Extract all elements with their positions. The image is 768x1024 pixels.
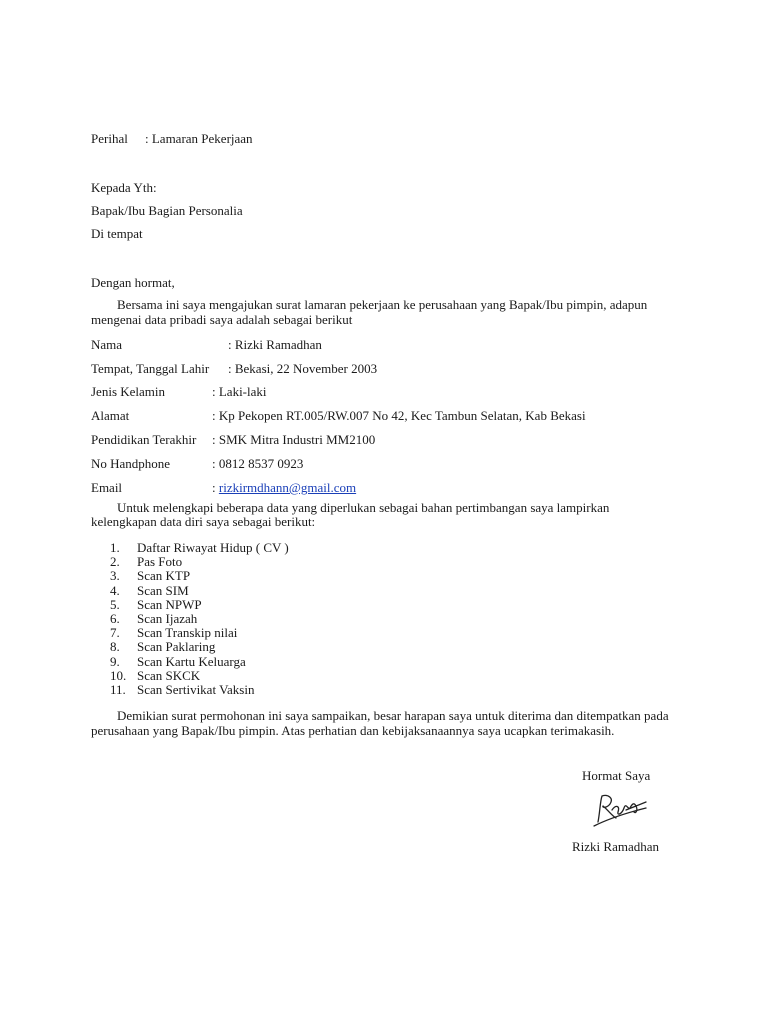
list-number: 8. xyxy=(110,639,120,655)
list-item xyxy=(110,612,289,626)
signature-image xyxy=(590,788,650,830)
field-value: : Rizki Ramadhan xyxy=(228,337,322,352)
list-text: Pas Foto xyxy=(137,554,183,570)
list-item xyxy=(110,555,289,569)
attachments-intro xyxy=(91,501,671,529)
field-label: Tempat, Tanggal Lahir xyxy=(91,361,210,376)
list-item xyxy=(110,683,289,697)
greeting: Dengan hormat, xyxy=(91,275,175,290)
list-number: 3. xyxy=(110,568,120,584)
list-item xyxy=(110,598,289,612)
list-text: Daftar Riwayat Hidup ( CV ) xyxy=(137,540,289,555)
list-item xyxy=(110,541,289,555)
subject-label: Perihal xyxy=(91,131,128,146)
field-value: : Bekasi, 22 November 2003 xyxy=(228,361,378,376)
closing-paragraph-text: Demikian surat permohonan ini saya sampaikan, besar harapan saya untuk diterima dan ditempatkan pada perusahaan yang Bapak/Ibu pimpin. Atas perhatian dan kebijaksanaannya saya ucapkan terimakasih. xyxy=(91,708,669,738)
field-label: Pendidikan Terakhir xyxy=(91,432,197,447)
field-label: Nama xyxy=(91,337,123,352)
recipient-line-2: Bapak/Ibu Bagian Personalia xyxy=(91,203,243,218)
field-value: : 0812 8537 0923 xyxy=(212,456,304,471)
list-text: Scan SIM xyxy=(137,582,189,598)
list-text: Scan Sertivikat Vaksin xyxy=(137,682,255,698)
list-number: 10. xyxy=(110,667,127,683)
list-number: 4. xyxy=(110,582,120,598)
list-text: Scan Paklaring xyxy=(137,639,216,655)
intro-text: Bersama ini saya mengajukan surat lamaran pekerjaan ke perusahaan yang Bapak/Ibu pimpin, adapun mengenai data pribadi saya adalah sebagai berikut xyxy=(91,297,648,327)
list-number: 5. xyxy=(110,596,120,612)
list-number: 11. xyxy=(110,682,126,698)
list-number: 9. xyxy=(110,653,120,669)
field-value: : Laki-laki xyxy=(212,384,267,399)
attachments-intro-text: Untuk melengkapi beberapa data yang diperlukan sebagai bahan pertimbangan saya lampirkan kelengkapan data diri saya sebagai berikut: xyxy=(91,500,610,529)
field-label: Jenis Kelamin xyxy=(91,384,166,399)
list-number: 1. xyxy=(110,540,120,555)
field-value: : SMK Mitra Industri MM2100 xyxy=(212,432,376,447)
list-item xyxy=(110,569,289,583)
field-label: No Handphone xyxy=(91,456,171,471)
list-item xyxy=(110,626,289,640)
list-number: 7. xyxy=(110,625,120,641)
intro-paragraph xyxy=(91,297,671,327)
closing-paragraph xyxy=(91,708,681,738)
list-item xyxy=(110,584,289,598)
recipient-line-1: Kepada Yth: xyxy=(91,180,157,195)
subject-value: : Lamaran Pekerjaan xyxy=(145,131,253,146)
closing-salutation: Hormat Saya xyxy=(582,768,651,783)
attachments-list xyxy=(110,541,289,697)
list-text: Scan Ijazah xyxy=(137,611,198,627)
recipient-line-3: Di tempat xyxy=(91,226,143,241)
list-item xyxy=(110,669,289,683)
list-text: Scan NPWP xyxy=(137,596,202,612)
subject-line xyxy=(91,131,253,147)
list-text: Scan SKCK xyxy=(137,667,201,683)
list-number: 6. xyxy=(110,611,120,627)
email-link[interactable]: rizkirmdhann@gmail.com xyxy=(218,480,357,495)
field-label: Email xyxy=(91,480,123,495)
list-item xyxy=(110,640,289,654)
list-item xyxy=(110,655,289,669)
field-label: Alamat xyxy=(91,408,130,423)
list-text: Scan KTP xyxy=(137,568,191,584)
signer-name: Rizki Ramadhan xyxy=(572,839,660,854)
email-prefix: : xyxy=(212,480,219,495)
field-value: : Kp Pekopen RT.005/RW.007 No 42, Kec Tambun Selatan, Kab Bekasi xyxy=(212,408,586,423)
list-text: Scan Kartu Keluarga xyxy=(137,653,246,669)
list-text: Scan Transkip nilai xyxy=(137,625,238,641)
list-number: 2. xyxy=(110,554,120,570)
